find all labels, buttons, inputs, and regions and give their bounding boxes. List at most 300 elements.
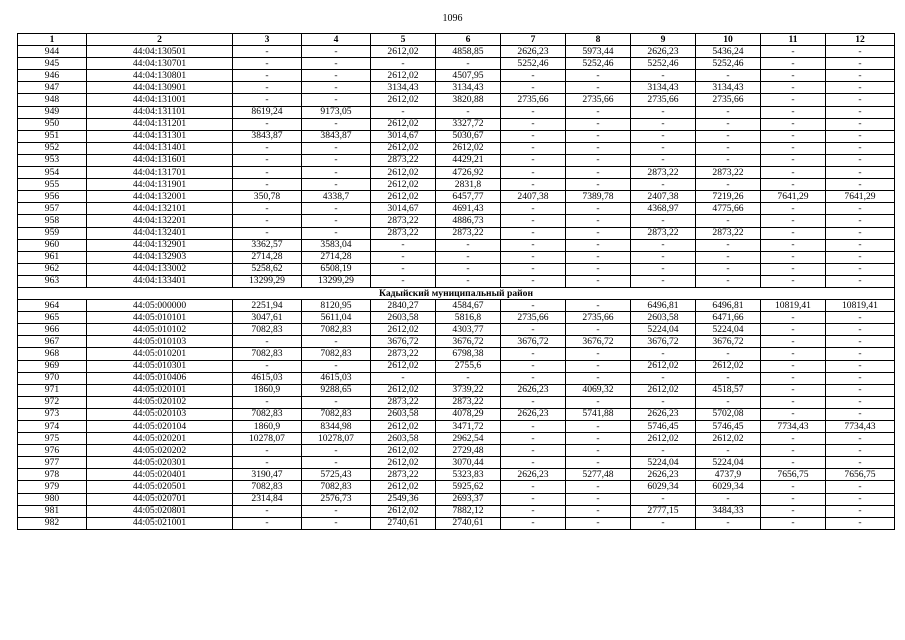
table-cell: - bbox=[761, 493, 826, 505]
table-cell: 3134,43 bbox=[631, 82, 696, 94]
table-cell: 10278,07 bbox=[233, 433, 302, 445]
table-cell: - bbox=[501, 263, 566, 275]
table-cell: - bbox=[761, 94, 826, 106]
table-cell: - bbox=[696, 70, 761, 82]
table-cell: - bbox=[302, 336, 371, 348]
table-cell: - bbox=[826, 481, 895, 493]
table-cell: 3739,22 bbox=[436, 384, 501, 396]
table-cell: 976 bbox=[18, 445, 87, 457]
table-cell: 2735,66 bbox=[501, 94, 566, 106]
table-cell: 44:04:130801 bbox=[87, 70, 233, 82]
table-cell: 3676,72 bbox=[696, 336, 761, 348]
table-cell: - bbox=[371, 106, 436, 118]
table-cell: - bbox=[302, 227, 371, 239]
table-cell: 982 bbox=[18, 517, 87, 529]
table-cell: - bbox=[761, 505, 826, 517]
table-cell: 3484,33 bbox=[696, 505, 761, 517]
table-cell: 6029,34 bbox=[631, 481, 696, 493]
table-cell: 5224,04 bbox=[696, 324, 761, 336]
table-cell: 4858,85 bbox=[436, 46, 501, 58]
table-cell: - bbox=[761, 227, 826, 239]
table-cell: - bbox=[761, 433, 826, 445]
table-cell: - bbox=[302, 215, 371, 227]
table-cell: 955 bbox=[18, 179, 87, 191]
table-cell: 3014,67 bbox=[371, 130, 436, 142]
table-cell: - bbox=[631, 263, 696, 275]
table-cell: 959 bbox=[18, 227, 87, 239]
table-cell: 5436,24 bbox=[696, 46, 761, 58]
table-cell: - bbox=[826, 372, 895, 384]
table-cell: 2626,23 bbox=[501, 46, 566, 58]
table-cell: - bbox=[233, 179, 302, 191]
table-cell: - bbox=[761, 263, 826, 275]
table-cell: - bbox=[761, 312, 826, 324]
table-cell: 4691,43 bbox=[436, 203, 501, 215]
table-cell: 945 bbox=[18, 58, 87, 70]
table-cell: - bbox=[696, 263, 761, 275]
table-cell: - bbox=[371, 372, 436, 384]
table-cell: 2612,02 bbox=[371, 179, 436, 191]
table-cell: - bbox=[501, 457, 566, 469]
table-cell: 2873,22 bbox=[371, 396, 436, 408]
table-cell: 965 bbox=[18, 312, 87, 324]
table-cell: 2714,28 bbox=[302, 251, 371, 263]
table-cell: - bbox=[371, 275, 436, 287]
table-cell: - bbox=[302, 517, 371, 529]
table-row bbox=[18, 154, 895, 166]
table-cell: 5252,46 bbox=[501, 58, 566, 70]
table-cell: 6496,81 bbox=[631, 300, 696, 312]
table-cell: - bbox=[826, 94, 895, 106]
table-cell: 2735,66 bbox=[501, 312, 566, 324]
table-cell: - bbox=[826, 58, 895, 70]
table-cell: 2612,02 bbox=[371, 360, 436, 372]
table-cell: - bbox=[501, 324, 566, 336]
table-cell: 6 bbox=[436, 34, 501, 46]
table-row bbox=[18, 94, 895, 106]
table-cell: - bbox=[826, 130, 895, 142]
table-cell: 951 bbox=[18, 130, 87, 142]
table-cell: - bbox=[826, 408, 895, 420]
table-cell: 44:05:010103 bbox=[87, 336, 233, 348]
table-cell: 44:04:131001 bbox=[87, 94, 233, 106]
table-cell: - bbox=[761, 445, 826, 457]
table-cell: 2873,22 bbox=[696, 227, 761, 239]
table-cell: - bbox=[436, 263, 501, 275]
table-cell: - bbox=[631, 275, 696, 287]
table-cell: 44:04:132901 bbox=[87, 239, 233, 251]
table-cell: 966 bbox=[18, 324, 87, 336]
table-cell: - bbox=[302, 505, 371, 517]
table-cell: - bbox=[566, 227, 631, 239]
table-row bbox=[18, 433, 895, 445]
table-cell: - bbox=[436, 239, 501, 251]
table-cell: - bbox=[501, 517, 566, 529]
table-cell: 2612,02 bbox=[371, 505, 436, 517]
table-cell: - bbox=[761, 372, 826, 384]
table-cell: 944 bbox=[18, 46, 87, 58]
table-cell: 10819,41 bbox=[826, 300, 895, 312]
table-cell: - bbox=[761, 481, 826, 493]
table-cell: 7082,83 bbox=[302, 348, 371, 360]
table-cell: - bbox=[761, 58, 826, 70]
table-cell: - bbox=[501, 275, 566, 287]
table-cell: 44:05:020202 bbox=[87, 445, 233, 457]
table-cell: 969 bbox=[18, 360, 87, 372]
table-cell: 44:05:020104 bbox=[87, 421, 233, 433]
table-row bbox=[18, 167, 895, 179]
table-cell: 2603,58 bbox=[371, 312, 436, 324]
table-row bbox=[18, 179, 895, 191]
table-cell: - bbox=[566, 445, 631, 457]
table-cell: 964 bbox=[18, 300, 87, 312]
table-cell: 2603,58 bbox=[371, 408, 436, 420]
table-cell: - bbox=[761, 70, 826, 82]
table-cell: - bbox=[233, 94, 302, 106]
table-cell: 2612,02 bbox=[371, 191, 436, 203]
table-cell: 44:05:010406 bbox=[87, 372, 233, 384]
table-cell: 963 bbox=[18, 275, 87, 287]
table-cell: - bbox=[501, 142, 566, 154]
table-cell: 44:05:010101 bbox=[87, 312, 233, 324]
table-cell: 5252,46 bbox=[631, 58, 696, 70]
table-row bbox=[18, 70, 895, 82]
table-cell: 2755,6 bbox=[436, 360, 501, 372]
table-cell: 973 bbox=[18, 408, 87, 420]
table-cell: - bbox=[761, 118, 826, 130]
table-row bbox=[18, 106, 895, 118]
table-cell: 44:04:130501 bbox=[87, 46, 233, 58]
table-cell: 1860,9 bbox=[233, 384, 302, 396]
table-cell: 2873,22 bbox=[371, 348, 436, 360]
table-cell: - bbox=[371, 239, 436, 251]
table-cell: - bbox=[631, 493, 696, 505]
table-cell: 44:05:020102 bbox=[87, 396, 233, 408]
table-cell: 44:05:020801 bbox=[87, 505, 233, 517]
table-cell: 2626,23 bbox=[631, 408, 696, 420]
table-row bbox=[18, 360, 895, 372]
table-cell: 5816,8 bbox=[436, 312, 501, 324]
table-cell: 44:04:133002 bbox=[87, 263, 233, 275]
table-cell: 44:04:131601 bbox=[87, 154, 233, 166]
table-cell: - bbox=[436, 372, 501, 384]
table-cell: 5925,62 bbox=[436, 481, 501, 493]
table-cell: 44:05:020101 bbox=[87, 384, 233, 396]
table-cell: 44:04:133401 bbox=[87, 275, 233, 287]
table-cell: - bbox=[302, 46, 371, 58]
table-cell: 44:04:132101 bbox=[87, 203, 233, 215]
table-cell: 5252,46 bbox=[566, 58, 631, 70]
table-cell: 2735,66 bbox=[631, 94, 696, 106]
table-cell: - bbox=[696, 106, 761, 118]
table-cell: - bbox=[501, 433, 566, 445]
table-cell: - bbox=[302, 445, 371, 457]
table-cell: 4338,7 bbox=[302, 191, 371, 203]
table-cell: - bbox=[501, 70, 566, 82]
table-cell: 44:04:132001 bbox=[87, 191, 233, 203]
table-cell: 5323,83 bbox=[436, 469, 501, 481]
table-cell: - bbox=[233, 457, 302, 469]
table-cell: 958 bbox=[18, 215, 87, 227]
table-cell: - bbox=[566, 481, 631, 493]
table-cell: 44:04:130901 bbox=[87, 82, 233, 94]
table-row bbox=[18, 517, 895, 529]
table-cell: 2777,15 bbox=[631, 505, 696, 517]
table-cell: 2962,54 bbox=[436, 433, 501, 445]
table-cell: 974 bbox=[18, 421, 87, 433]
table-cell: 2 bbox=[87, 34, 233, 46]
table-cell: - bbox=[566, 505, 631, 517]
table-cell: - bbox=[371, 263, 436, 275]
table-cell: - bbox=[302, 179, 371, 191]
table-cell: - bbox=[566, 167, 631, 179]
table-cell: - bbox=[302, 94, 371, 106]
table-cell: 3362,57 bbox=[233, 239, 302, 251]
table-cell: - bbox=[696, 118, 761, 130]
table-cell: - bbox=[631, 130, 696, 142]
table-cell: - bbox=[233, 82, 302, 94]
table-cell: 2251,94 bbox=[233, 300, 302, 312]
table-cell: 12 bbox=[826, 34, 895, 46]
table-cell: 6471,66 bbox=[696, 312, 761, 324]
table-cell: 2612,02 bbox=[631, 384, 696, 396]
table-cell: 5224,04 bbox=[631, 324, 696, 336]
table-cell: 4615,03 bbox=[302, 372, 371, 384]
table-cell: 2873,22 bbox=[371, 215, 436, 227]
table-cell: - bbox=[233, 227, 302, 239]
table-row bbox=[18, 396, 895, 408]
table-cell: 44:05:010201 bbox=[87, 348, 233, 360]
table-cell: 2740,61 bbox=[436, 517, 501, 529]
table-cell: 6496,81 bbox=[696, 300, 761, 312]
table-cell: 971 bbox=[18, 384, 87, 396]
table-cell: - bbox=[826, 312, 895, 324]
table-cell: - bbox=[501, 445, 566, 457]
table-cell: 2612,02 bbox=[371, 445, 436, 457]
table-cell: 7389,78 bbox=[566, 191, 631, 203]
table-cell: - bbox=[696, 445, 761, 457]
table-cell: - bbox=[696, 215, 761, 227]
table-cell: - bbox=[761, 239, 826, 251]
table-cell: - bbox=[566, 360, 631, 372]
table-cell: 44:05:010102 bbox=[87, 324, 233, 336]
table-row bbox=[18, 275, 895, 287]
table-cell: - bbox=[501, 348, 566, 360]
table-cell: 3676,72 bbox=[631, 336, 696, 348]
table-cell: 7082,83 bbox=[233, 324, 302, 336]
table-cell: - bbox=[501, 227, 566, 239]
table-cell: 7082,83 bbox=[233, 481, 302, 493]
table-cell: - bbox=[566, 421, 631, 433]
table-cell: 4078,29 bbox=[436, 408, 501, 420]
table-cell: 2735,66 bbox=[696, 94, 761, 106]
table-cell: - bbox=[826, 142, 895, 154]
table-cell: 5277,48 bbox=[566, 469, 631, 481]
table-cell: 2873,22 bbox=[631, 167, 696, 179]
table-cell: 962 bbox=[18, 263, 87, 275]
table-cell: - bbox=[631, 154, 696, 166]
table-cell: 7882,12 bbox=[436, 505, 501, 517]
table-cell: - bbox=[826, 263, 895, 275]
table-cell: 3134,43 bbox=[371, 82, 436, 94]
table-cell: - bbox=[566, 154, 631, 166]
table-row bbox=[18, 191, 895, 203]
table-cell: 5741,88 bbox=[566, 408, 631, 420]
table-cell: - bbox=[696, 179, 761, 191]
table-cell: 9288,65 bbox=[302, 384, 371, 396]
table-cell: - bbox=[566, 251, 631, 263]
table-cell: - bbox=[566, 300, 631, 312]
table-cell: - bbox=[826, 46, 895, 58]
table-cell: - bbox=[696, 251, 761, 263]
table-cell: 4726,92 bbox=[436, 167, 501, 179]
table-cell: 954 bbox=[18, 167, 87, 179]
table-cell: - bbox=[302, 142, 371, 154]
table-cell: 2873,22 bbox=[371, 154, 436, 166]
table-cell: 7082,83 bbox=[233, 348, 302, 360]
table-cell: - bbox=[566, 275, 631, 287]
table-cell: 2626,23 bbox=[631, 46, 696, 58]
table-cell: - bbox=[631, 348, 696, 360]
table-cell: 10278,07 bbox=[302, 433, 371, 445]
table-cell: 44:05:020103 bbox=[87, 408, 233, 420]
table-cell: 44:04:132201 bbox=[87, 215, 233, 227]
table-cell: - bbox=[761, 82, 826, 94]
table-cell: 5725,43 bbox=[302, 469, 371, 481]
table-cell: 2735,66 bbox=[566, 312, 631, 324]
table-cell: - bbox=[501, 82, 566, 94]
table-cell: - bbox=[696, 275, 761, 287]
table-cell: 947 bbox=[18, 82, 87, 94]
table-row bbox=[18, 251, 895, 263]
table-cell: 5611,04 bbox=[302, 312, 371, 324]
table-cell: 2407,38 bbox=[631, 191, 696, 203]
table-cell: 2626,23 bbox=[631, 469, 696, 481]
table-cell: - bbox=[566, 348, 631, 360]
table-cell: - bbox=[826, 82, 895, 94]
table-cell: - bbox=[566, 215, 631, 227]
table-row bbox=[18, 505, 895, 517]
table-cell: - bbox=[566, 106, 631, 118]
table-cell: 4368,97 bbox=[631, 203, 696, 215]
table-cell: - bbox=[826, 493, 895, 505]
table-cell: 1860,9 bbox=[233, 421, 302, 433]
table-cell: - bbox=[761, 275, 826, 287]
table-row bbox=[18, 239, 895, 251]
table-cell: 3471,72 bbox=[436, 421, 501, 433]
table-cell: 4303,77 bbox=[436, 324, 501, 336]
table-cell: 2612,02 bbox=[696, 360, 761, 372]
table-cell: 44:04:132903 bbox=[87, 251, 233, 263]
table-cell: - bbox=[501, 396, 566, 408]
table-cell: 6508,19 bbox=[302, 263, 371, 275]
table-cell: 13299,29 bbox=[302, 275, 371, 287]
table-cell: - bbox=[631, 106, 696, 118]
table-cell: 948 bbox=[18, 94, 87, 106]
table-cell: - bbox=[761, 408, 826, 420]
table-cell: - bbox=[233, 396, 302, 408]
table-cell: 44:04:131101 bbox=[87, 106, 233, 118]
table-cell: 44:05:000000 bbox=[87, 300, 233, 312]
table-cell: - bbox=[566, 203, 631, 215]
table-cell: 3 bbox=[233, 34, 302, 46]
table-cell: - bbox=[233, 505, 302, 517]
table-cell: - bbox=[233, 118, 302, 130]
table-cell: - bbox=[566, 517, 631, 529]
table-cell: - bbox=[826, 384, 895, 396]
section-row bbox=[18, 287, 895, 299]
table-cell: 2873,22 bbox=[631, 227, 696, 239]
table-cell: 2612,02 bbox=[371, 481, 436, 493]
table-cell: 979 bbox=[18, 481, 87, 493]
table-cell: 5973,44 bbox=[566, 46, 631, 58]
table-row bbox=[18, 324, 895, 336]
table-cell: - bbox=[696, 154, 761, 166]
table-cell: 7734,43 bbox=[761, 421, 826, 433]
table-cell: - bbox=[566, 324, 631, 336]
table-cell: - bbox=[566, 372, 631, 384]
table-cell: 44:05:021001 bbox=[87, 517, 233, 529]
table-cell: 4507,95 bbox=[436, 70, 501, 82]
table-cell: - bbox=[302, 82, 371, 94]
table-cell: - bbox=[501, 360, 566, 372]
table-cell: - bbox=[566, 493, 631, 505]
table-row bbox=[18, 130, 895, 142]
table-cell: - bbox=[566, 70, 631, 82]
table-cell: - bbox=[566, 396, 631, 408]
table-cell: 44:04:131401 bbox=[87, 142, 233, 154]
table-cell: - bbox=[631, 239, 696, 251]
table-cell: - bbox=[761, 130, 826, 142]
table-cell: - bbox=[631, 372, 696, 384]
table-cell: 949 bbox=[18, 106, 87, 118]
table-cell: - bbox=[696, 142, 761, 154]
table-cell: 8344,98 bbox=[302, 421, 371, 433]
table-cell: 2603,58 bbox=[631, 312, 696, 324]
table-cell: 2735,66 bbox=[566, 94, 631, 106]
table-cell: 44:05:020201 bbox=[87, 433, 233, 445]
table-cell: 972 bbox=[18, 396, 87, 408]
table-cell: 4518,57 bbox=[696, 384, 761, 396]
table-cell: - bbox=[826, 239, 895, 251]
table-cell: - bbox=[501, 239, 566, 251]
table-cell: - bbox=[501, 106, 566, 118]
table-cell: - bbox=[233, 167, 302, 179]
table-cell: 2873,22 bbox=[371, 227, 436, 239]
table-cell: 967 bbox=[18, 336, 87, 348]
table-cell: - bbox=[233, 46, 302, 58]
table-cell: 11 bbox=[761, 34, 826, 46]
table-cell: 2612,02 bbox=[371, 94, 436, 106]
table-cell: - bbox=[302, 457, 371, 469]
table-cell: - bbox=[566, 239, 631, 251]
table-body bbox=[18, 34, 895, 530]
table-cell: 957 bbox=[18, 203, 87, 215]
table-cell: - bbox=[826, 70, 895, 82]
table-cell: 5 bbox=[371, 34, 436, 46]
table-cell: 44:04:131201 bbox=[87, 118, 233, 130]
table-cell: - bbox=[501, 215, 566, 227]
table-cell: - bbox=[233, 142, 302, 154]
table-cell: 3676,72 bbox=[436, 336, 501, 348]
table-cell: - bbox=[302, 396, 371, 408]
table-cell: - bbox=[826, 167, 895, 179]
table-cell: - bbox=[826, 457, 895, 469]
table-cell: 2603,58 bbox=[371, 433, 436, 445]
table-cell: - bbox=[761, 517, 826, 529]
table-cell: - bbox=[631, 396, 696, 408]
table-cell: 4069,32 bbox=[566, 384, 631, 396]
